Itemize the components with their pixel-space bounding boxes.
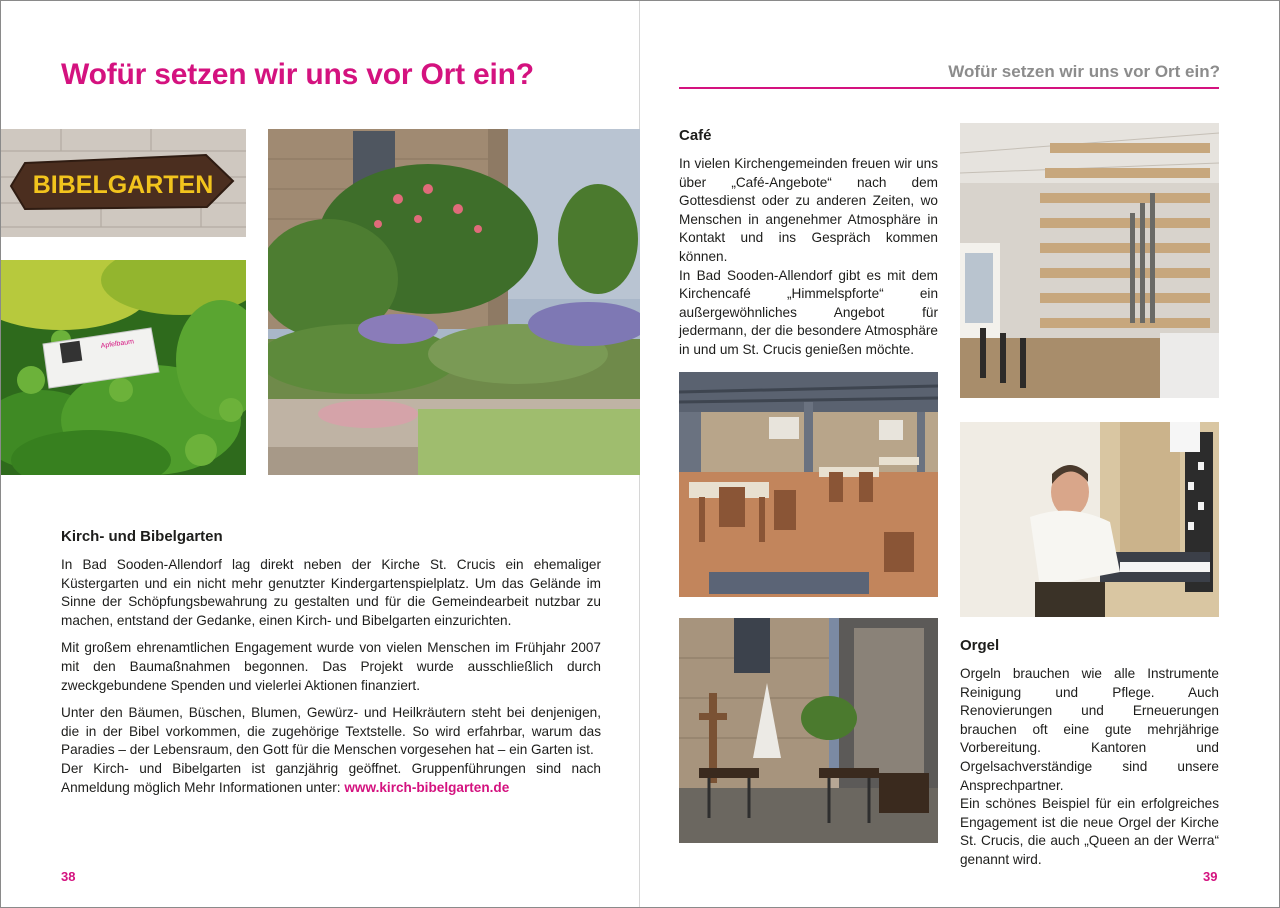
photo-organ [960, 123, 1219, 398]
heading-kirch-bibelgarten: Kirch- und Bibelgarten [61, 528, 223, 545]
paragraph: In Bad Sooden-Allendorf gibt es mit dem Kirchencafé „Himmelspforte“ ein außergewöhnliches Angebot für jedermann, der die besondere Atmosphäre in und um St. Crucis genießen möchte. [679, 267, 938, 357]
paragraph: Mit großem ehrenamtlichen Engagement wurde von vielen Menschen im Frühjahr 2007 mit den Baumaßnahmen begonnen. Das Projekt wurde ausschließlich durch zweckgebundene Spenden und vielerlei Aktionen finanziert. [61, 640, 601, 693]
heading-orgel: Orgel [960, 637, 1000, 654]
paragraph [61, 760, 601, 797]
paragraph-text: Der Kirch- und Bibelgarten ist ganzjährig geöffnet. Gruppenführungen sind nach Anmeldung möglich Mehr Informationen unter: [61, 760, 601, 795]
paragraph: Unter den Bäumen, Büschen, Blumen, Gewürz- und Heilkräutern steht bei denjenigen, die in der Bibel vorkommen, die zugehörige Textstelle. So wird erfahrbar, warum das Paradies – der Lebensraum, den Gott für die Menschen vorgesehen hat – ein Garten ist. [61, 705, 601, 758]
heading-cafe: Café [679, 127, 712, 144]
photo-church-terrace [679, 618, 938, 843]
sign-text: BIBELGARTEN [32, 171, 214, 199]
photo-plant-label [1, 260, 246, 475]
photo-organist [960, 422, 1219, 617]
photo-bibelgarten-sign [1, 129, 246, 237]
photo-cafe-interior [679, 372, 938, 597]
text-kirch-bibelgarten [61, 556, 601, 797]
paragraph: Orgeln brauchen wie alle Instrumente Reinigung und Pflege. Auch Renovierungen und Erneuerungen brauchen oft eine gute mehrjährige Vorbereitung. Kantoren und Orgelsachverständige sind unsere Ansprechpartner. [960, 666, 1219, 793]
text-cafe [679, 155, 938, 360]
paragraph: Ein schönes Beispiel für ein erfolgreiches Engagement ist die neue Orgel der Kirche St. Crucis, die auch „Queen an der Werra“ genannt wird. [960, 796, 1219, 867]
paragraph: In Bad Sooden-Allendorf lag direkt neben der Kirche St. Crucis ein ehemaliger Küstergarten und ein nicht mehr genutzter Kindergartenspielplatz. Um das Gelände im Sinne der Schöpfungsbewahrung zu gestalten und für die Gemeindearbeit nutzbar zu machen, entstand der Gedanke, einen Kirch- und Bibelgarten einzurichten. [61, 557, 601, 628]
title-underline [679, 87, 1219, 89]
photo-garden-church [268, 129, 640, 475]
text-orgel [960, 665, 1219, 870]
page-title-right: Wofür setzen wir uns vor Ort ein? [948, 62, 1220, 81]
website-link[interactable]: www.kirch-bibelgarten.de [344, 779, 510, 795]
page-number-left: 38 [61, 869, 76, 884]
paragraph: In vielen Kirchengemeinden freuen wir uns über „Café-Angebote“ nach dem Gottesdienst oder zu anderen Zeiten, wo Menschen in angenehmer Atmosphäre in Kontakt und ins Gespräch kommen können. [679, 156, 938, 264]
plant-label-text: Apfelbaum [100, 338, 135, 350]
page-number-right: 39 [1203, 869, 1218, 884]
page-title-left: Wofür setzen wir uns vor Ort ein? [61, 58, 534, 91]
